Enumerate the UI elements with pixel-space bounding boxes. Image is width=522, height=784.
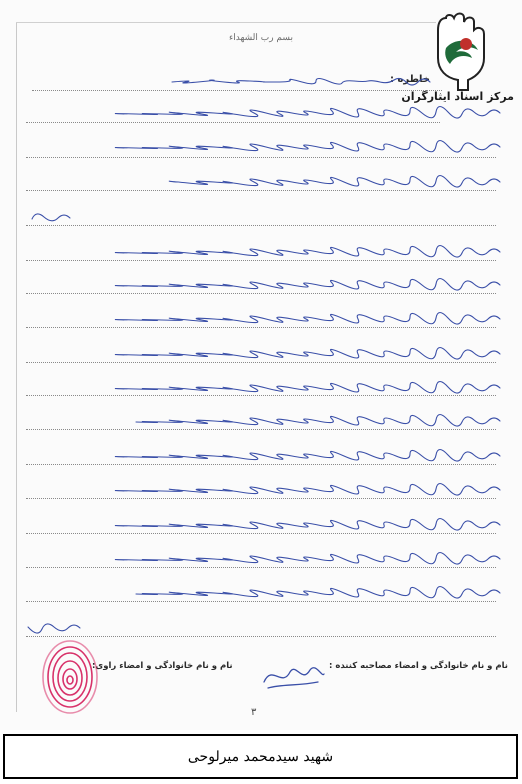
ruled-line <box>26 157 496 158</box>
caption-box <box>3 734 518 779</box>
ruled-line <box>26 636 496 637</box>
ruled-line <box>26 293 496 294</box>
page-frame-left <box>16 22 17 712</box>
ruled-line <box>26 464 496 465</box>
ruled-line <box>26 601 496 602</box>
ruled-line <box>26 362 496 363</box>
ruled-line <box>26 190 496 191</box>
ruled-line <box>26 395 496 396</box>
ruled-line <box>32 90 442 91</box>
martyr-name-caption: شهید سیدمحمد میرلوحی <box>187 748 334 765</box>
page-number: ۳ <box>251 707 257 718</box>
ruled-line <box>26 225 496 226</box>
ruled-line <box>26 327 496 328</box>
logo-caption: مرکز اسناد ایثارگران <box>401 90 514 103</box>
interviewer-signature <box>258 658 328 694</box>
ruled-line <box>26 429 496 430</box>
ruled-line <box>26 567 496 568</box>
ruled-line <box>26 498 496 499</box>
interviewer-label: نام و نام خانوادگی و امضاء مصاحبه کننده : <box>328 661 508 671</box>
memory-label: خاطره : <box>390 74 430 85</box>
ruled-line <box>26 260 496 261</box>
narrator-fingerprint <box>40 638 100 716</box>
basmala-header: بسم رب الشهداء <box>229 33 293 43</box>
narrator-label: نام و نام خانوادگی و امضاء راوی: <box>92 661 233 671</box>
page-frame-top <box>16 22 436 23</box>
ruled-line <box>26 122 440 123</box>
ruled-line <box>26 533 496 534</box>
